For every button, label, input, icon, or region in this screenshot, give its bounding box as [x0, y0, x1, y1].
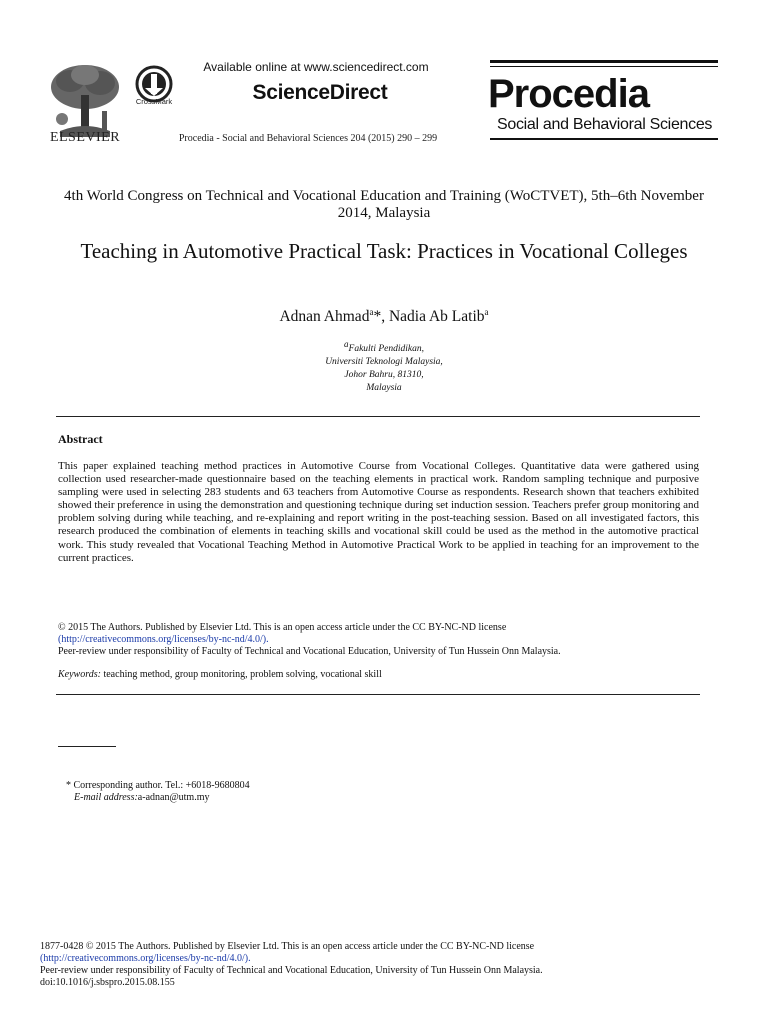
email-value[interactable]: a-adnan@utm.my — [137, 792, 210, 803]
procedia-title: Procedia — [488, 72, 649, 116]
sciencedirect-logo-text[interactable]: ScienceDirect — [252, 81, 388, 104]
affiliation-line: Malaysia — [366, 383, 402, 394]
keywords-label: Keywords: — [58, 669, 101, 680]
available-online-text[interactable]: Available online at www.sciencedirect.com — [203, 60, 429, 74]
author-name: Nadia Ab Latib — [388, 308, 485, 326]
procedia-top-rule-thick — [490, 60, 718, 63]
author-name: Adnan Ahmad — [279, 308, 370, 326]
corresponding-mark: *, — [373, 308, 386, 326]
doi-line[interactable]: doi:10.1016/j.sbspro.2015.08.155 — [40, 977, 175, 988]
procedia-top-rule-thin — [490, 66, 718, 67]
abstract-heading: Abstract — [58, 432, 103, 446]
divider-bottom — [56, 694, 700, 695]
license-link[interactable]: (http://creativecommons.org/licenses/by-nc-nd/4.0/). — [58, 634, 269, 645]
keywords-value: teaching method, group monitoring, problem solving, vocational skill — [100, 669, 382, 680]
elsevier-wordmark: ELSEVIER — [49, 130, 121, 145]
author-affiliation-mark: a — [369, 307, 374, 317]
email-label: E-mail address: — [74, 792, 138, 803]
conference-line: 4th World Congress on Technical and Vocational Education and Training (WoCTVET), 5th–6th November 2014, Malaysia — [64, 188, 704, 221]
crossmark-label: CrossMark — [135, 97, 173, 106]
bottom-copyright-block — [40, 941, 730, 989]
procedia-subtitle: Social and Behavioral Sciences — [497, 116, 713, 133]
affiliation-mark: a — [344, 339, 349, 349]
affiliation-line: Universiti Teknologi Malaysia, — [325, 357, 443, 368]
license-block — [58, 622, 699, 658]
peer-review-line: Peer-review under responsibility of Faculty of Technical and Vocational Education, University of Tun Hussein Onn Malaysia. — [40, 965, 543, 976]
license-line: © 2015 The Authors. Published by Elsevier Ltd. This is an open access article under the CC BY-NC-ND license — [58, 622, 507, 633]
author-list — [60, 307, 708, 326]
footnote-rule — [58, 746, 116, 747]
peer-review-line: Peer-review under responsibility of Faculty of Technical and Vocational Education, University of Tun Hussein Onn Malaysia. — [58, 646, 561, 657]
license-link[interactable]: (http://creativecommons.org/licenses/by-nc-nd/4.0/). — [40, 953, 251, 964]
divider-top — [56, 416, 700, 417]
keywords-line — [58, 669, 699, 680]
procedia-bottom-rule — [490, 138, 718, 140]
affiliation-block — [234, 338, 534, 395]
journal-citation: Procedia - Social and Behavioral Sciences 204 (2015) 290 – 299 — [178, 133, 438, 144]
paper-title: Teaching in Automotive Practical Task: Practices in Vocational Colleges — [80, 239, 688, 263]
abstract-body: This paper explained teaching method practices in Automotive Course from Vocational Colleges. Quantitative data were gathered using collection used researcher-made questionnaire based on the teaching elements in practical work. Random sampling technique and purposive sampling were used in selecting 283 students and 63 teachers from Automotive Course as respondents. Research shown that teachers exhibited showed their preference in using the demonstration and questioning technique during set induction session. Teachers prefer group monitoring and problem solving during while teaching, and re-explaining and report writing in the post-teaching session. Based on all investigated factors, this research produced the combination of elements in teaching skills and vocational skill could be used as the method in the automotive practical work. This study revealed that Vocational Teaching Method in Automotive Practical Work to be applied in teaching for an improvement to the current practices. — [58, 460, 699, 564]
affiliation-line: Johor Bahru, 81310, — [344, 370, 424, 381]
issn-license-line: 1877-0428 © 2015 The Authors. Published by Elsevier Ltd. This is an open access article under the CC BY-NC-ND license — [40, 941, 535, 952]
author-affiliation-mark: a — [484, 307, 489, 317]
affiliation-line: Fakulti Pendidikan, — [348, 344, 424, 355]
corresponding-author-note — [66, 780, 250, 804]
corresponding-line: * Corresponding author. Tel.: +6018-9680804 — [66, 780, 250, 791]
